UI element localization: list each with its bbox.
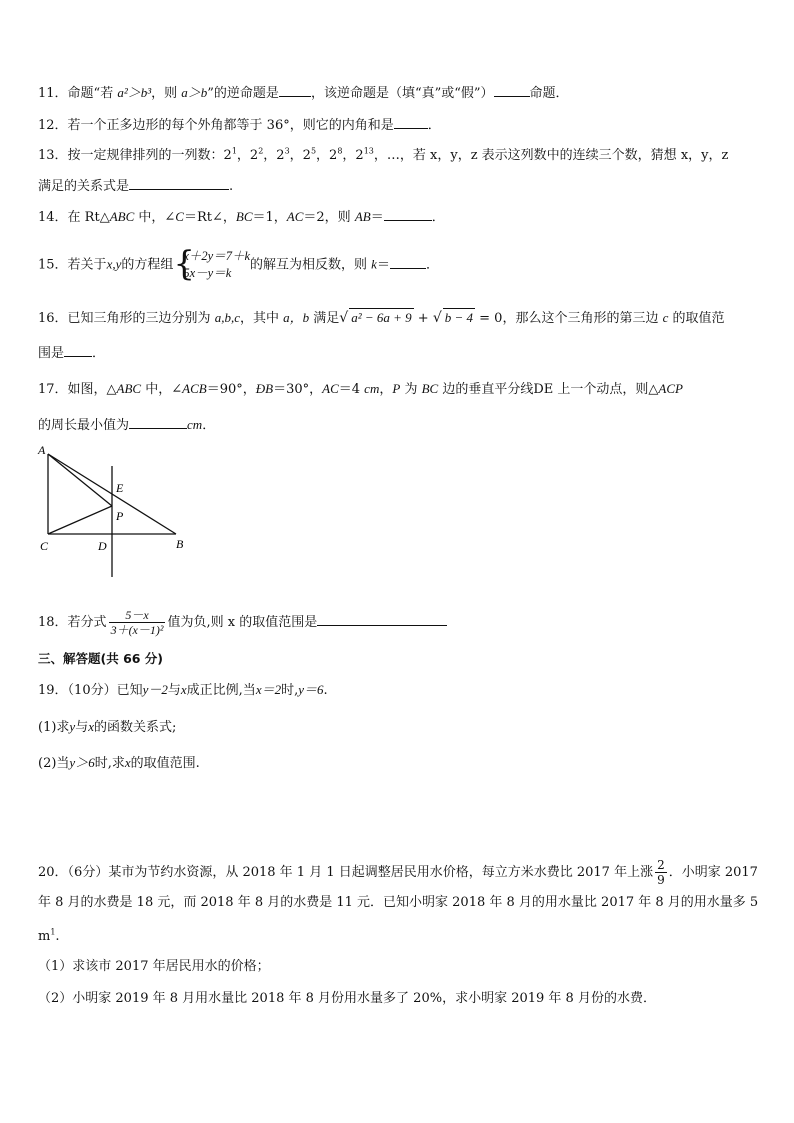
label-p: P bbox=[116, 509, 124, 523]
answer-blank[interactable] bbox=[384, 208, 432, 221]
answer-blank[interactable] bbox=[64, 344, 92, 357]
question-17: 17．如图，△ABC 中，∠ACB＝90°，ÐB＝30°，AC＝4 cm，P 为 BC 边的垂直平分线DE 上一个动点，则△ACP bbox=[38, 381, 683, 397]
fraction: $\frac{2}{9}$ bbox=[657, 858, 665, 887]
question-19-part-1: (1)求y与x的函数关系式; bbox=[38, 719, 177, 735]
fraction: $\frac{5-x}{\text{3＋(x－1)²}}$ bbox=[110, 608, 164, 637]
question-20-part-1: （1）求该市 2017 年居民用水的价格； bbox=[38, 959, 270, 974]
question-18: 18．若分式 $\frac{5-x}{\text{3＋(x－1)²}}$ 值为负,则 x 的取值范围是 bbox=[38, 608, 447, 637]
question-11: 11．命题“若 a²＞b³，则 a＞b”的逆命题是 ，该逆命题是（填“真”或“假”） 命题． bbox=[38, 85, 569, 101]
answer-blank[interactable] bbox=[494, 84, 530, 97]
question-20-part-2: （2）小明家 2019 年 8 月用水量比 2018 年 8 月份用水量多了 20%，求小明家 2019 年 8 月份的水费． bbox=[38, 991, 656, 1006]
segment-cp bbox=[48, 506, 112, 534]
label-a: A bbox=[38, 443, 46, 457]
brace-icon: { bbox=[173, 244, 196, 284]
segment-ap bbox=[48, 454, 112, 506]
triangle-figure bbox=[36, 442, 196, 582]
q11-label: 11． bbox=[38, 86, 68, 101]
answer-blank[interactable] bbox=[279, 84, 311, 97]
label-d: D bbox=[98, 539, 107, 553]
section-heading: 三、解答题(共 66 分) bbox=[38, 651, 164, 666]
question-16: 16．已知三角形的三边分别为 a,b,c，其中 a，b 满足√ a² − 6a + 9 + √ b − 4 = 0，那么这个三角形的第三边 c 的取值范 bbox=[38, 310, 725, 326]
question-12: 12．若一个正多边形的每个外角都等于 36°，则它的内角和是 ． bbox=[38, 118, 441, 133]
question-20-cont: 年 8 月的水费是 18 元，而 2018 年 8 月的水费是 11 元．已知小明家 2018 年 8 月的用水量比 2017 年 8 月的用水量多 5 bbox=[38, 895, 759, 910]
question-19: 19．（10分）已知y－2与x成正比例,当x＝2时,y＝6. bbox=[38, 682, 328, 698]
question-14: 14．在 Rt△ABC 中，∠C＝Rt∠，BC＝1，AC＝2，则 AB＝ ． bbox=[38, 209, 445, 225]
question-13-cont: 满足的关系式是 . bbox=[38, 179, 234, 194]
question-15: 15．若关于x,y的方程组 { x＋2y＝7＋k 5x－y＝k 的解互为相反数，则 k＝ ． bbox=[38, 244, 439, 284]
question-20-cont-2: $m^1$. bbox=[38, 927, 60, 944]
answer-blank[interactable] bbox=[394, 116, 428, 129]
question-17-cont: 的周长最小值为 cm． bbox=[38, 417, 216, 433]
label-e: E bbox=[116, 481, 124, 495]
question-19-part-2: (2)当y＞6时,求x的取值范围. bbox=[38, 755, 200, 771]
label-b: B bbox=[176, 537, 184, 551]
label-c: C bbox=[40, 539, 49, 553]
question-13: 13．按一定规律排列的一列数：$2^1$，$2^2$，$2^3$，$2^5$，$2^8$，$2^{13}$，…，若 x，y，z 表示这列数中的连续三个数，猜想 x，y，z bbox=[38, 146, 729, 163]
equation-system: { x＋2y＝7＋k 5x－y＝k bbox=[173, 244, 251, 284]
sqrt-icon: √ bbox=[432, 310, 442, 326]
question-16-cont: 围是 ． bbox=[38, 346, 106, 361]
answer-blank[interactable] bbox=[390, 256, 426, 269]
answer-blank[interactable] bbox=[129, 177, 229, 190]
question-20: 20．（6分）某市为节约水资源，从 2018 年 1 月 1 日起调整居民用水价格，每立方米水费比 2017 年上涨 $\frac{2}{9}$ ．小明家 2017 bbox=[38, 858, 758, 887]
answer-blank[interactable] bbox=[129, 416, 187, 429]
sqrt-icon: √ bbox=[339, 310, 349, 326]
answer-blank[interactable] bbox=[317, 613, 447, 626]
